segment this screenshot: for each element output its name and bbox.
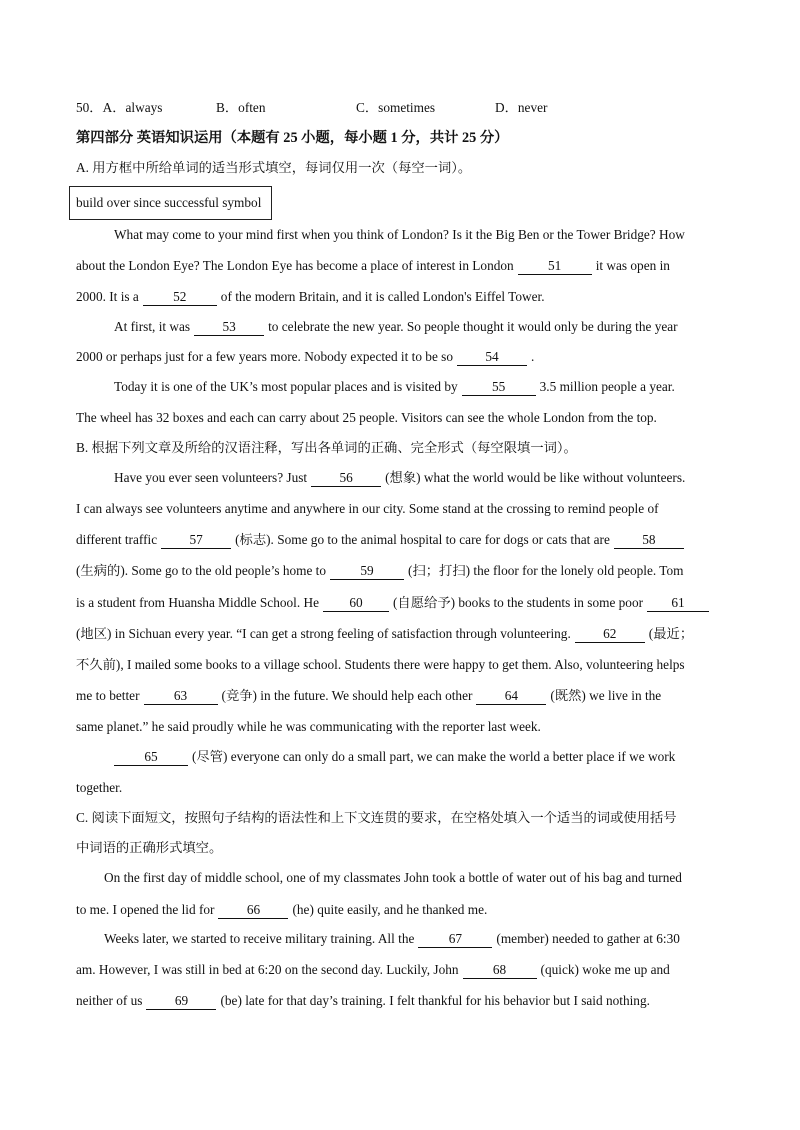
blank-54[interactable]: 54 — [457, 349, 527, 366]
blank-56[interactable]: 56 — [311, 470, 381, 487]
passage-a-line: The wheel has 32 boxes and each can carry about 25 people. Visitors can see the whole London from the top. — [76, 410, 657, 425]
passage-a-line: about the London Eye? The London Eye has become a place of interest in London 51 it was open in — [76, 258, 670, 273]
passage-b-line: 65 (尽管) everyone can only do a small part, we can make the world a better place if we work — [76, 747, 675, 767]
blank-52[interactable]: 52 — [143, 289, 217, 306]
section-b-instruction: B. 根据下列文章及所给的汉语注释，写出各单词的正确、完全形式（每空限填一词）。 — [76, 440, 577, 455]
blank-68[interactable]: 68 — [463, 962, 537, 979]
word-box: build over since successful symbol — [69, 186, 272, 220]
passage-a-line: 2000. It is a 52 of the modern Britain, and it is called London's Eiffel Tower. — [76, 289, 545, 304]
option-b: B．often — [216, 100, 266, 115]
question-number: 50．A．always — [76, 100, 163, 115]
blank-53[interactable]: 53 — [194, 319, 264, 336]
passage-b-line: Have you ever seen volunteers? Just 56 (想象) what the world would be like without volunteers. — [114, 470, 686, 485]
passage-b-line: same planet.” he said proudly while he was communicating with the reporter last week. — [76, 719, 541, 734]
blank-69[interactable]: 69 — [146, 993, 216, 1010]
passage-b-line: me to better 63 (竞争) in the future. We should help each other 64 (既然) we live in the — [76, 688, 662, 703]
passage-b-line: (地区) in Sichuan every year. “I can get a strong feeling of satisfaction through volunteering. 62 (最近； — [76, 626, 694, 641]
question-50 — [76, 98, 726, 118]
option-c: C．sometimes — [356, 100, 436, 115]
blank-64[interactable]: 64 — [476, 688, 546, 705]
section-a-instruction: A. 用方框中所给单词的适当形式填空，每词仅用一次（每空一词）。 — [76, 160, 472, 175]
passage-b-line: 不久前), I mailed some books to a village school. Students there were happy to get them. Also, volunteering helps — [76, 657, 685, 672]
blank-61[interactable]: 61 — [647, 595, 709, 612]
blank-62[interactable]: 62 — [575, 626, 645, 643]
passage-c-line: neither of us 69 (be) late for that day’s training. I felt thankful for his behavior but I said nothing. — [76, 993, 650, 1008]
passage-c-line: Weeks later, we started to receive military training. All the 67 (member) needed to gather at 6:30 — [104, 931, 680, 946]
blank-60[interactable]: 60 — [323, 595, 389, 612]
passage-c-line: am. However, I was still in bed at 6:20 on the second day. Luckily, John 68 (quick) woke me up and — [76, 962, 670, 977]
blank-51[interactable]: 51 — [518, 258, 592, 275]
section-c-instruction: C. 阅读下面短文，按照句子结构的语法性和上下文连贯的要求，在空格处填入一个适当的词或使用括号 — [76, 810, 677, 825]
blank-66[interactable]: 66 — [218, 902, 288, 919]
blank-55[interactable]: 55 — [462, 379, 536, 396]
passage-b-line: together. — [76, 780, 123, 795]
passage-a-line: Today it is one of the UK’s most popular places and is visited by 55 3.5 million people a year. — [114, 379, 675, 394]
passage-b-line: different traffic 57 (标志). Some go to the animal hospital to care for dogs or cats that are 58 — [76, 530, 688, 550]
passage-c-line: to me. I opened the lid for 66 (he) quite easily, and he thanked me. — [76, 902, 488, 917]
part-four-title: 第四部分 英语知识运用（本题有 25 小题，每小题 1 分，共计 25 分） — [76, 130, 509, 146]
option-d: D．never — [495, 100, 548, 115]
passage-c-line: On the first day of middle school, one of my classmates John took a bottle of water out of his bag and turned — [104, 870, 682, 885]
blank-67[interactable]: 67 — [418, 931, 492, 948]
blank-59[interactable]: 59 — [330, 563, 404, 580]
blank-65[interactable]: 65 — [114, 749, 188, 766]
passage-b-line: (生病的). Some go to the old people’s home to 59 (扫；打扫) the floor for the lonely old people. Tom — [76, 563, 684, 578]
passage-a-line: 2000 or perhaps just for a few years more. Nobody expected it to be so 54 . — [76, 349, 535, 364]
blank-58[interactable]: 58 — [614, 532, 684, 549]
section-c-instruction: 中词语的正确形式填空。 — [76, 840, 223, 855]
blank-57[interactable]: 57 — [161, 532, 231, 549]
passage-b-line: is a student from Huansha Middle School. He 60 (自愿给予) books to the students in some poor 61 — [76, 593, 713, 613]
passage-a-line: At first, it was 53 to celebrate the new year. So people thought it would only be during the year — [114, 319, 678, 334]
blank-63[interactable]: 63 — [144, 688, 218, 705]
passage-a-line: What may come to your mind first when you think of London? Is it the Big Ben or the Tower Bridge? How — [114, 227, 685, 242]
passage-b-line: I can always see volunteers anytime and anywhere in our city. Some stand at the crossing to remind people of — [76, 501, 659, 516]
